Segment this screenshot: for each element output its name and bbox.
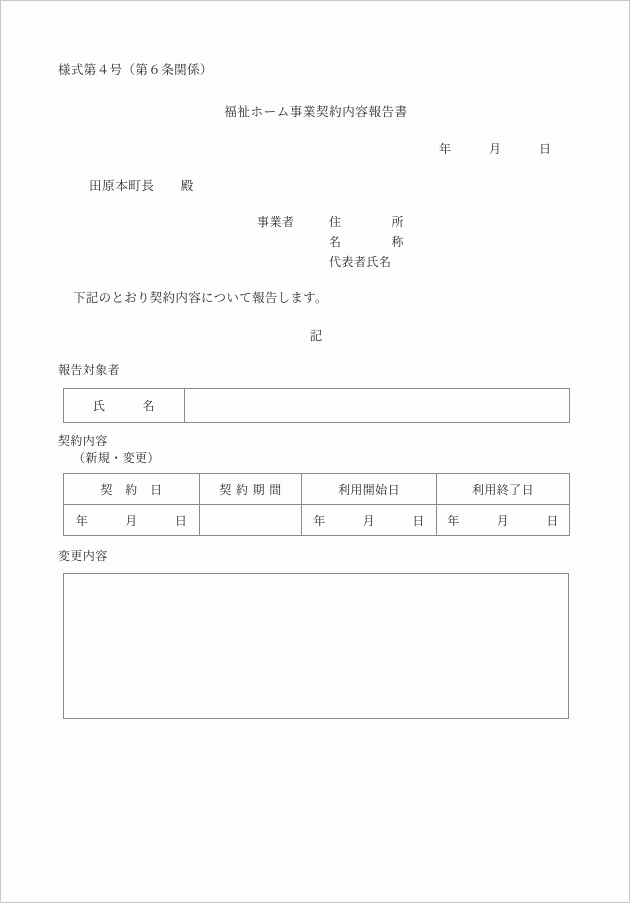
- operator-field-representative: 代表者氏名: [329, 255, 392, 269]
- operator-row-representative: [257, 253, 404, 273]
- name-value-cell[interactable]: [185, 389, 570, 423]
- header-contract-date: 契 約 日: [64, 474, 200, 505]
- table-row: [64, 505, 570, 536]
- contract-content-table: [63, 473, 570, 536]
- section-label-report-target: 報告対象者: [58, 363, 121, 377]
- value-use-end-date[interactable]: 年 月 日: [437, 505, 570, 536]
- date-line: 年 月 日: [439, 142, 552, 156]
- change-content-box[interactable]: [63, 573, 569, 719]
- operator-field-address: 住 所: [329, 215, 405, 229]
- operator-row-address: [257, 213, 404, 233]
- name-header-cell: 氏 名: [64, 389, 185, 423]
- report-target-table: [63, 388, 570, 423]
- section-label-change-content: 変更内容: [58, 549, 108, 563]
- header-contract-period: 契 約 期 間: [200, 474, 302, 505]
- operator-block: [257, 213, 404, 273]
- value-contract-period[interactable]: [200, 505, 302, 536]
- kiji-marker: 記: [309, 328, 323, 343]
- page-title: 福祉ホーム事業契約内容報告書: [224, 104, 408, 119]
- value-contract-date[interactable]: 年 月 日: [64, 505, 200, 536]
- operator-label: 事業者: [257, 215, 295, 229]
- operator-row-name: [257, 233, 404, 253]
- contract-type-options[interactable]: （新規・変更）: [73, 451, 160, 465]
- header-use-end-date: 利用終了日: [437, 474, 570, 505]
- value-use-start-date[interactable]: 年 月 日: [302, 505, 437, 536]
- operator-field-name: 名 称: [329, 235, 405, 249]
- intro-sentence: 下記のとおり契約内容について報告します。: [73, 290, 328, 305]
- table-header-row: [64, 474, 570, 505]
- form-number: 様式第４号（第６条関係）: [58, 62, 213, 77]
- section-label-contract-content: 契約内容: [58, 434, 108, 448]
- table-row: [64, 389, 570, 423]
- addressee-line: 田原本町長 殿: [89, 178, 194, 193]
- header-use-start-date: 利用開始日: [302, 474, 437, 505]
